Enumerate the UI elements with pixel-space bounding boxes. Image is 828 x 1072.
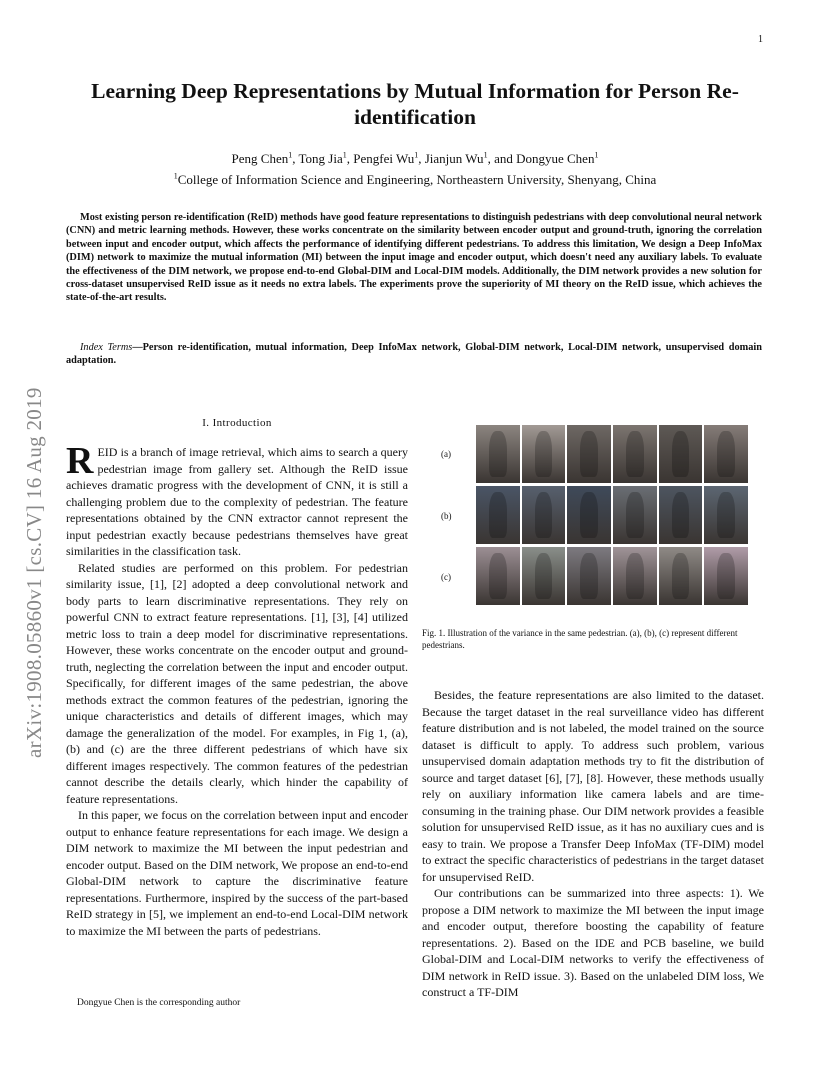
figure-caption: Fig. 1. Illustration of the variance in the same pedestrian. (a), (b), (c) represent different pedestrians. [422, 628, 738, 650]
index-terms-label: Index Terms [80, 342, 133, 353]
pedestrian-image [659, 425, 703, 483]
page-number: 1 [758, 34, 763, 45]
pedestrian-image [613, 486, 657, 544]
pedestrian-image [704, 425, 748, 483]
left-column [66, 440, 408, 939]
intro-paragraph-3: In this paper, we focus on the correlation between input and encoder output to enhance feature representations for each image. We design a DIM network to maximize the MI between the input pedestrian and encoder output. Based on the DIM network, We propose an end-to-end Global-DIM network to capture the discriminative feature representations. Furthermore, inspired by the success of the part-based ReID strategy in [5], we implement an end-to-end Local-DIM network to maximize the MI between the parts of pedestrians. [66, 808, 408, 938]
pedestrian-image [567, 486, 611, 544]
section-heading: I. Introduction [202, 417, 272, 429]
pedestrian-image [704, 547, 748, 605]
pedestrian-image [659, 547, 703, 605]
abstract: Most existing person re-identification (ReID) methods have good feature representations to distinguish pedestrians with deep convolutional neural network (CNN) and metric learning methods. However, these works concentrate on the similarity between encoder output and ground-truth, ignoring the correlation between input and encoder output, which affects the performance of identifying different pedestrians. To address this limitation, We design a Deep InfoMax (DIM) network to maximize the mutual information (MI) between the input image and encoder output, which doesn't need any auxiliary labels. To evaluate the effectiveness of the DIM network, we propose end-to-end Global-DIM and Local-DIM models. Additionally, the DIM network provides a new solution for cross-dataset unsupervised ReID issue as it needs no extra labels. The experiments prove the superiority of MI theory on the ReID issue, which achieves the state-of-the-art results. [66, 212, 762, 304]
figure-1 [418, 422, 763, 617]
pedestrian-image [567, 425, 611, 483]
author: Peng Chen [231, 151, 289, 166]
pedestrian-image [567, 547, 611, 605]
pedestrian-row-a [476, 425, 748, 483]
footnote: Dongyue Chen is the corresponding author [77, 998, 241, 1008]
drop-cap: R [66, 440, 94, 482]
body-paragraph-1: Besides, the feature representations are also limited to the dataset. Because the target dataset in the real surveillance video has different feature distribution and is not labeled, the model trained on the source dataset is difficult to apply. To address such problem, various unsupervised domain adaptation methods try to fit the distribution of source and target dataset [6], [7], [8]. However, these methods usually rely on auxiliary information like camera labels and are time-consuming in the training phase. Our DIM network provides a feasible solution for unsupervised ReID issue, as it has no auxiliary cues and is easy to train. We propose a Transfer Deep InfoMax (TF-DIM) model to extract the specific characteristics of pedestrians in the target dataset for unsupervised ReID. [422, 688, 764, 884]
figure-label-a: (a) [441, 449, 451, 459]
figure-label-b: (b) [441, 511, 452, 521]
pedestrian-image [613, 547, 657, 605]
intro-paragraph-2: Related studies are performed on this problem. For pedestrian similarity issue, [1], [2] adopted a deep convolutional network and body parts to learn discriminative representations. They rely on powerful CNN to extract feature representations. [1], [3], [4] utilized metric loss to train a deep model for discriminative representations. However, these works concentrate on the encoder output and ground-truth, neglecting the correlation between the input and encoder output. Specifically, for different images of the same pedestrian, the above methods extract the common features of the pedestrian, ignoring the unique characteristics and details of different images, which may damage the generalization of the model. For examples, in Fig 1, (a), (b) and (c) are the three different pedestrians of which have six different images respectively. The common features of the pedestrian cannot describe the details clearly, which hinder the capability of feature representations. [66, 560, 408, 806]
affiliation: $^1$College of Information Science and Engineering, Northeastern University, Shenyang, China [173, 171, 657, 187]
pedestrian-image [476, 547, 520, 605]
right-column [422, 687, 764, 1001]
intro-paragraph-1: REID is a branch of image retrieval, which aims to search a query pedestrian image from gallery set. Although the ReID issue achieves dramatic progress with the development of CNN, it is still a challenging problem due to the complexity of pedestrian. The feature representations obtained by the CNN extractor cannot represent the input pedestrian exactly because pedestrians themselves have great similarities in the classification task. [66, 440, 408, 558]
author: Jianjun Wu [424, 151, 484, 166]
pedestrian-image [613, 425, 657, 483]
pedestrian-image [476, 486, 520, 544]
author: Tong Jia [298, 151, 343, 166]
body-paragraph-2: Our contributions can be summarized into three aspects: 1). We propose a DIM network to maximize the MI between the input image and encoder output, therefore boosting the capability of feature representations. 2). Based on the IDE and PCB baseline, we build Global-DIM and Local-DIM networks to verify the effectiveness of DIM network in ReID issue. 3). Based on the unlabeled DIM loss, We construct a TF-DIM [422, 886, 764, 999]
figure-label-c: (c) [441, 572, 451, 582]
pedestrian-image [704, 486, 748, 544]
paper-title: Learning Deep Representations by Mutual Information for Person Re-identification [91, 79, 739, 129]
author-list: Peng Chen$^1$, Tong Jia$^1$, Pengfei Wu$^1$, Jianjun Wu$^1$, and Dongyue Chen$^1$ [231, 150, 599, 166]
pedestrian-image [522, 486, 566, 544]
author: Pengfei Wu [353, 151, 415, 166]
author: Dongyue Chen [516, 151, 595, 166]
pedestrian-image [522, 547, 566, 605]
pedestrian-row-c [476, 547, 748, 605]
index-terms: Index Terms—Person re-identification, mutual information, Deep InfoMax network, Global-DIM network, Local-DIM network, unsupervised domain adaptation. [66, 342, 762, 367]
pedestrian-image [522, 425, 566, 483]
pedestrian-row-b [476, 486, 748, 544]
pedestrian-image [476, 425, 520, 483]
pedestrian-image [659, 486, 703, 544]
